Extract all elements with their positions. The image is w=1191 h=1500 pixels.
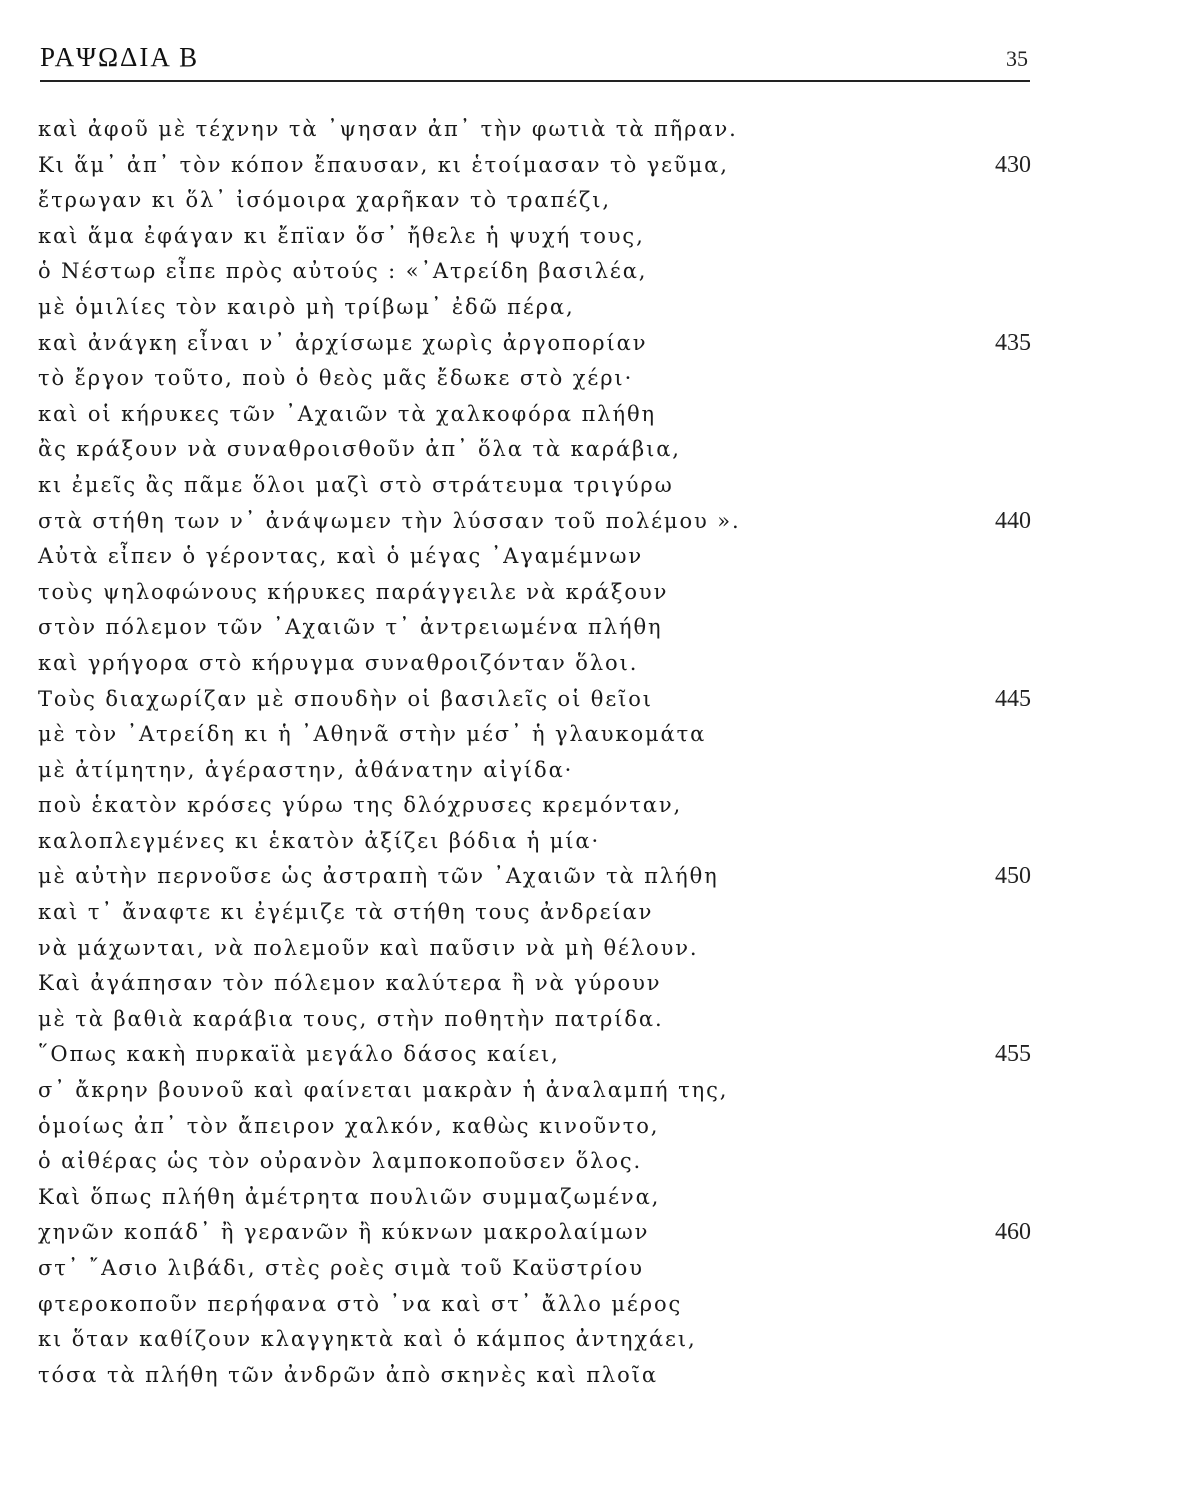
verse-line: [38, 1109, 1033, 1145]
verse-line: [38, 1180, 1033, 1216]
verse-text: καὶ οἱ κήρυκες τῶν ᾽Αχαιῶν τὰ χαλκοφόρα πλήθη: [38, 401, 657, 426]
verse-text: καὶ γρήγορα στὸ κήρυγμα συναθροιζόνταν ὅλοι.: [38, 650, 639, 675]
verse-text: ὁ Νέστωρ εἶπε πρὸς αὐτούς : «᾽Ατρείδη βασιλέα,: [38, 259, 648, 284]
verse-line: [38, 112, 1033, 148]
verse-line: [38, 1322, 1033, 1358]
verse-text: ῞Οπως κακὴ πυρκαϊὰ μεγάλο δάσος καίει,: [38, 1042, 560, 1067]
verse-line: [38, 361, 1033, 397]
verse-text: μὲ ὁμιλίες τὸν καιρὸ μὴ τρίβωμ᾽ ἐδῶ πέρα,: [38, 294, 575, 319]
verse-line: [38, 895, 1033, 931]
verse-text: ἔτρωγαν κι ὅλ᾽ ἰσόμοιρα χαρῆκαν τὸ τραπέζι,: [38, 188, 611, 213]
verse-text: τοὺς ψηλοφώνους κήρυκες παράγγειλε νὰ κράξουν: [38, 579, 669, 604]
verse-text: μὲ αὐτὴν περνοῦσε ὡς ἀστραπὴ τῶν ᾽Αχαιῶν τὰ πλήθη: [38, 864, 719, 889]
verse-line: [38, 646, 1033, 682]
verse-line: [38, 219, 1033, 255]
verse-text: ὁ αἰθέρας ὡς τὸν οὐρανὸν λαμποκοποῦσεν ὅλος.: [38, 1149, 643, 1174]
page-header: [40, 42, 1030, 82]
verse-line: [38, 1251, 1033, 1287]
verse-line: [38, 859, 1033, 895]
page-number: 35: [1006, 46, 1028, 71]
verse-text: στ᾽ ῎Ασιο λιβάδι, στὲς ροὲς σιμὰ τοῦ Καϋστρίου: [38, 1256, 644, 1280]
verse-line: [38, 1037, 1033, 1073]
verse-line: [38, 931, 1033, 967]
verse-line: [38, 290, 1033, 326]
verse-line: [38, 610, 1033, 646]
verse-text: ποὺ ἑκατὸν κρόσες γύρω της δλόχρυσες κρεμόνταν,: [38, 793, 683, 818]
verse-line: [38, 682, 1033, 718]
verse-text: τόσα τὰ πλήθη τῶν ἀνδρῶν ἀπὸ σκηνὲς καὶ πλοῖα: [38, 1362, 658, 1387]
verse-text: Καὶ ὅπως πλήθη ἀμέτρητα πουλιῶν συμμαζωμένα,: [38, 1184, 661, 1209]
verse-text: στὰ στήθη των ν᾽ ἀνάψωμεν τὴν λύσσαν τοῦ πολέμου ».: [38, 508, 741, 533]
verse-text: καὶ ἀνάγκη εἶναι ν᾽ ἀρχίσωμε χωρὶς ἀργοπορίαν: [38, 330, 648, 355]
verse-line: [38, 1073, 1033, 1109]
line-number: 445: [995, 685, 1031, 712]
verse-text: μὲ ἀτίμητην, ἀγέραστην, ἀθάνατην αἰγίδα·: [38, 757, 574, 782]
verse-line: [38, 788, 1033, 824]
verse-text: Τοὺς διαχωρίζαν μὲ σπουδὴν οἱ βασιλεῖς οἱ θεῖοι: [38, 686, 653, 711]
verse-line: [38, 468, 1033, 504]
verse-line: [38, 1358, 1033, 1394]
line-number: 460: [995, 1219, 1031, 1246]
verse-text: στὸν πόλεμον τῶν ᾽Αχαιῶν τ᾽ ἀντρειωμένα πλήθη: [38, 615, 663, 640]
header-rule: [40, 80, 1030, 82]
verse-line: [38, 148, 1033, 184]
verse-line: [38, 326, 1033, 362]
verse-text: καλοπλεγμένες κι ἑκατὸν ἀξίζει βόδια ἡ μία·: [38, 828, 601, 853]
verse-text: μὲ τὸν ᾽Ατρείδη κι ἡ ᾽Αθηνᾶ στὴν μέσ᾽ ἡ γλαυκομάτα: [38, 722, 707, 747]
verse-line: [38, 1002, 1033, 1038]
line-number: 455: [995, 1041, 1031, 1068]
verse-line: [38, 753, 1033, 789]
verse-text: φτεροκοποῦν περήφανα στὸ ᾽να καὶ στ᾽ ἄλλο μέρος: [38, 1291, 683, 1316]
verse-text: μὲ τὰ βαθιὰ καράβια τους, στὴν ποθητὴν πατρίδα.: [38, 1006, 664, 1031]
verse-text: νὰ μάχωνται, νὰ πολεμοῦν καὶ παῦσιν νὰ μὴ θέλουν.: [38, 935, 699, 960]
verse-text: ὁμοίως ἀπ᾽ τὸν ἄπειρον χαλκόν, καθὼς κινοῦντο,: [38, 1113, 660, 1138]
verse-text: καὶ ἀφοῦ μὲ τέχνην τὰ ᾽ψησαν ἀπ᾽ τὴν φωτιὰ τὰ πῆραν.: [38, 117, 738, 141]
line-number: 440: [995, 507, 1031, 534]
verse-line: [38, 397, 1033, 433]
running-head-title: ΡΑΨΩΔΙΑ Β: [40, 42, 200, 72]
verse-line: [38, 254, 1033, 290]
verse-text: χηνῶν κοπάδ᾽ ἢ γερανῶν ἢ κύκνων μακρολαίμων: [38, 1220, 650, 1245]
verse-text: Καὶ ἀγάπησαν τὸν πόλεμον καλύτερα ἢ νὰ γύρουν: [38, 971, 662, 996]
verse-text: καὶ τ᾽ ἄναφτε κι ἐγέμιζε τὰ στήθη τους ἀνδρείαν: [38, 900, 654, 925]
verse-text: Αὐτὰ εἶπεν ὁ γέροντας, καὶ ὁ μέγας ᾽Αγαμέμνων: [38, 544, 644, 569]
verse-line: [38, 1215, 1033, 1251]
verse-block: [38, 112, 1033, 1393]
verse-text: ἂς κράξουν νὰ συναθροισθοῦν ἀπ᾽ ὅλα τὰ καράβια,: [38, 437, 681, 462]
line-number: 430: [995, 151, 1031, 178]
verse-line: [38, 824, 1033, 860]
verse-text: κι ἐμεῖς ἂς πᾶμε ὅλοι μαζὶ στὸ στράτευμα τριγύρω: [38, 472, 674, 497]
verse-line: [38, 539, 1033, 575]
verse-line: [38, 1287, 1033, 1323]
verse-text: καὶ ἅμα ἐφάγαν κι ἔπϊαν ὅσ᾽ ἤθελε ἡ ψυχή τους,: [38, 223, 645, 248]
verse-line: [38, 504, 1033, 540]
verse-line: [38, 183, 1033, 219]
verse-text: σ᾽ ἄκρην βουνοῦ καὶ φαίνεται μακρὰν ἡ ἀναλαμπή της,: [38, 1078, 729, 1103]
verse-text: Κι ἅμ᾽ ἀπ᾽ τὸν κόπον ἔπαυσαν, κι ἑτοίμασαν τὸ γεῦμα,: [38, 152, 729, 177]
verse-line: [38, 717, 1033, 753]
verse-line: [38, 575, 1033, 611]
verse-line: [38, 1144, 1033, 1180]
verse-line: [38, 966, 1033, 1002]
verse-text: κι ὅταν καθίζουν κλαγγηκτὰ καὶ ὁ κάμπος ἀντηχάει,: [38, 1327, 697, 1352]
line-number: 450: [995, 863, 1031, 890]
verse-text: τὸ ἔργον τοῦτο, ποὺ ὁ θεὸς μᾶς ἔδωκε στὸ χέρι·: [38, 366, 634, 391]
verse-line: [38, 432, 1033, 468]
line-number: 435: [995, 329, 1031, 356]
